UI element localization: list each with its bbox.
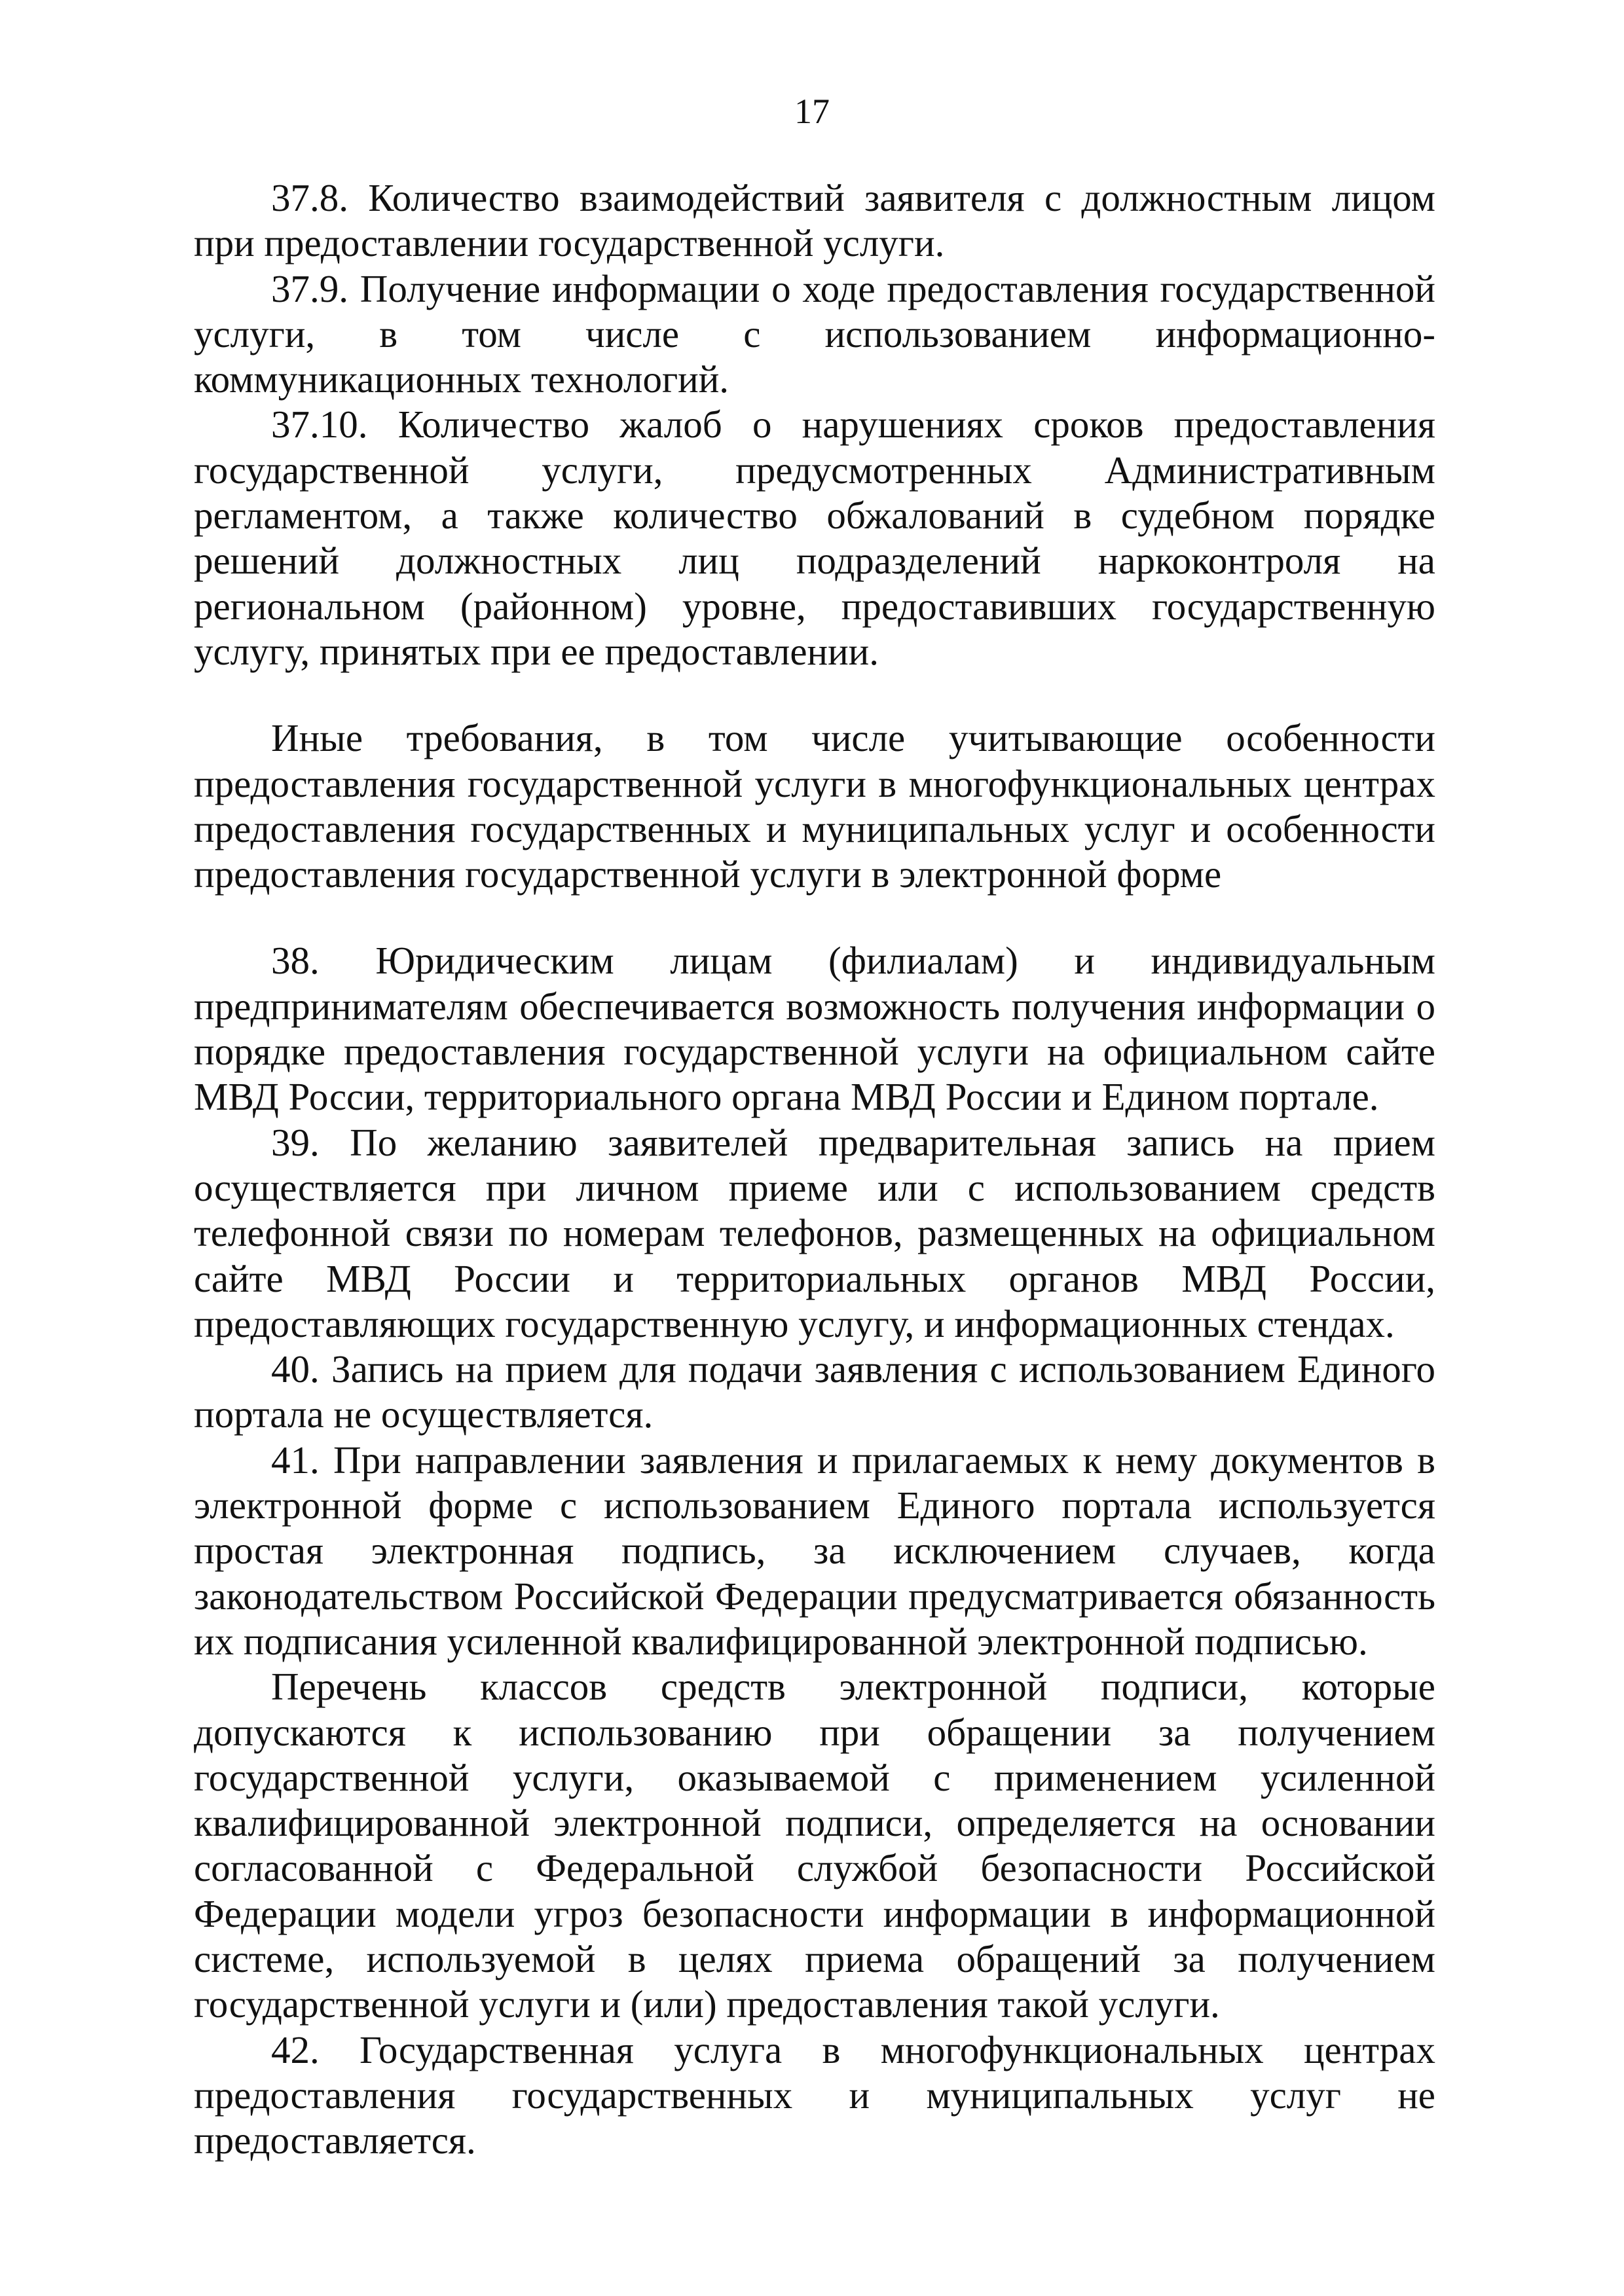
paragraph-37-9: 37.9. Получение информации о ходе предоставления государственной услуги, в том числе с использованием информационно-коммуникационных технологий. xyxy=(194,266,1435,401)
page-number: 17 xyxy=(794,92,830,131)
paragraph-37-8: 37.8. Количество взаимодействий заявителя с должностным лицом при предоставлении государственной услуги. xyxy=(194,176,1435,265)
paragraph-40: 40. Запись на прием для подачи заявления с использованием Единого портала не осуществляется. xyxy=(194,1347,1435,1436)
paragraph-41: 41. При направлении заявления и прилагаемых к нему документов в электронной форме с использованием Единого портала используется простая электронная подпись, за исключением случаев, когда законодательством Российской Федерации предусматривается обязанность их подписания усиленной квалифицированной электронной подписью. xyxy=(194,1438,1435,1663)
paragraph-39: 39. По желанию заявителей предварительная запись на прием осуществляется при личном приеме или с использованием средств телефонной связи по номерам телефонов, размещенных на официальном сайте МВД России и территориальных органов МВД России, предоставляющих государственную услугу, и информационных стендах. xyxy=(194,1120,1435,1345)
paragraph-38: 38. Юридическим лицам (филиалам) и индивидуальным предпринимателям обеспечивается возможность получения информации о порядке предоставления государственной услуги на официальном сайте МВД России, территориального органа МВД России и Едином портале. xyxy=(194,939,1435,1119)
paragraph-41-signature-classes: Перечень классов средств электронной подписи, которые допускаются к использованию при обращении за получением государственной услуги, оказываемой с применением усиленной квалифицированной электронной подписи, определяется на основании согласованной с Федеральной службой безопасности Российской Федерации модели угроз безопасности информации в информационной системе, используемой в целях приема обращений за получением государственной услуги и (или) предоставления такой услуги. xyxy=(194,1665,1435,2026)
section-heading: Иные требования, в том числе учитывающие особенности предоставления государственной услуги в многофункциональных центрах предоставления государственных и муниципальных услуг и особенности предоставления государственной услуги в электронной форме xyxy=(194,716,1435,896)
document-body xyxy=(194,175,1435,2163)
paragraph-37-10: 37.10. Количество жалоб о нарушениях сроков предоставления государственной услуги, предусмотренных Административным регламентом, а также количество обжалований в судебном порядке решений должностных лиц подразделений наркоконтроля на региональном (районном) уровне, предоставивших государственную услугу, принятых при ее предоставлении. xyxy=(194,403,1435,673)
paragraph-42: 42. Государственная услуга в многофункциональных центрах предоставления государственных и муниципальных услуг не предоставляется. xyxy=(194,2028,1435,2162)
